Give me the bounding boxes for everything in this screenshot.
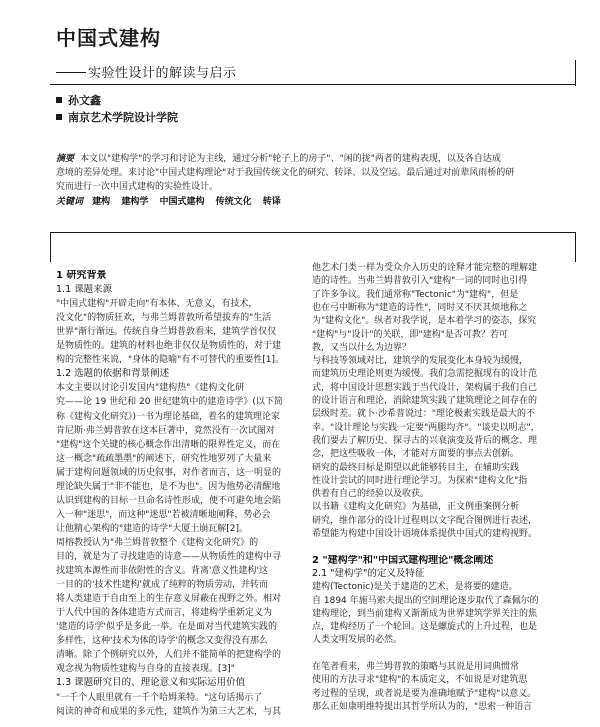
body-line: 造的诗性。当弗兰姆普敦引入"建构"一词的同时也引得 xyxy=(312,276,528,287)
body-line: 人类文明发展的必然。 xyxy=(312,635,403,646)
article-title: 中国式建构 xyxy=(56,26,161,50)
body-line: 以书籍《建构文化研究》为基础，正文例重案例分析 xyxy=(312,502,520,513)
body-line: 自 1894 年施马索夫提出的空间理论逐步取代了森佩尔的 xyxy=(312,595,539,606)
body-line: 构的完整性来说，"身体的隐喻"有不可替代的重要性[1]。 xyxy=(56,355,285,366)
abstract-label: 摘要 xyxy=(56,154,75,164)
body-line: 观念视为物质性建构与自身的直接表现。[3]" xyxy=(56,664,235,675)
article-subtitle: 实验性设计的解读与启示 xyxy=(88,66,237,81)
subsection-heading: 2.1 "建构学"的定义及特征 xyxy=(312,567,425,579)
body-line: 也在弓中断称为"建造的诗性"，同时又不厌其烦地称之 xyxy=(312,302,528,313)
body-line: 究——论 19 世纪和 20 世纪建筑中的建造诗学》(以下简 xyxy=(56,397,283,408)
body-line: 在笔者看来，弗兰姆普敦的策略与其说是用词典惯常 xyxy=(312,662,520,672)
bullet-square-icon xyxy=(56,97,62,103)
right-margin-rule xyxy=(575,232,576,262)
body-line: 我们要去了解历史、探寻古的兴衰演变及背后的概念、理 xyxy=(312,435,538,446)
body-line: 理论缺失属于"非不能也，是不为也"。因为他势必清醒地 xyxy=(56,481,281,492)
body-line: 建构(Tectonic)是关于建造的艺术，是将要的建造。 xyxy=(312,582,518,593)
body-line: 使用的方法寻求"建构"的本质定义，不如说是对建筑思 xyxy=(312,675,528,686)
keyword: 中国式建构 xyxy=(159,197,205,207)
body-line: 那么正如康明维特提出其哲学所认为的，"思索一种语言 xyxy=(312,701,533,712)
author-name-text: 孙文鑫 xyxy=(68,94,101,107)
body-line: 称《建构文化研究》)一书为理论基础，着名的建筑理论家 xyxy=(56,411,281,422)
subtitle-dash xyxy=(56,72,86,73)
body-line: 多样性，这种'技术为体的诗学'的概念又变得没有那么 xyxy=(56,636,268,647)
body-line: 性设计尝试的同时进行理论学习。为探索"建构文化"指 xyxy=(312,475,528,486)
body-line: 层级时差。就卜·沙希普说过："理论极素实践是最大的不 xyxy=(312,409,536,420)
body-line: 希望能为构建中国设计语境体系提供中国式的建构视野。 xyxy=(312,529,538,539)
body-line: 认识到建构的目标一旦命名诗性形成，便不可避免地会陷 xyxy=(56,495,282,506)
header-rule xyxy=(50,84,575,85)
body-line: 本文主要以讨论引发国内"建构热"《建构文化研 xyxy=(56,383,245,394)
abstract-line: 意境的差异处理。来讨论"中国式建构理论"对于我国传统文化的研究、转译、以及空运。最后通过对前辈风雨桥的研 xyxy=(56,168,515,178)
subsection-heading: 1.3 课题研究目的、理论意义和实际运用价值 xyxy=(56,677,246,689)
keyword: 建构学 xyxy=(121,197,149,207)
body-line: 一目的的'技术性建构'就成了纯粹的物质劳动，并转而 xyxy=(56,580,268,591)
keyword: 转译 xyxy=(262,197,281,207)
body-line: 供着有自己的经验以及收获。 xyxy=(312,489,430,500)
body-line: 为"建构文化"。纵者对我学说，是本着学习的姿态，探究 xyxy=(312,316,537,327)
subsection-heading: 1.1 课题来源 xyxy=(56,284,113,296)
right-margin-rule-top xyxy=(575,60,576,86)
body-line: 周榕教授认为"弗兰姆普敦整个《建构文化研究》的 xyxy=(56,537,259,548)
abstract-text: 本文以"建构学"的学习和讨论为主线，通过分析"轮子上的房子"、"闲的拢"两者的建构表现，以及各自达成 xyxy=(80,154,501,164)
body-line: 与科技等领域对比，建筑学的发展变化本身较为缓慢， xyxy=(312,356,529,367)
body-line: 阅读的神奇和成果的多元性，建筑作为第三大艺术，与其 xyxy=(56,706,282,717)
body-line: 这一概念"疏疏墨墨"的阐述下，研究性地罗列了大量来 xyxy=(56,453,272,464)
author-affiliation xyxy=(56,109,178,125)
keywords-line xyxy=(56,196,578,208)
body-line: 肯尼斯·弗兰姆普敦在这本巨著中，竟然没有一次试图对 xyxy=(56,425,275,436)
body-line: 他艺术门类一样为受众介入历史的诠释才能完整的理解建 xyxy=(312,263,538,273)
author-name xyxy=(56,92,101,108)
body-line: 目的，就是为了寻找建造的诗意——从物质性的建构中寻 xyxy=(56,552,282,562)
body-line: 于人代中国的各体建造方式而言，将建构学重新定义为 xyxy=(56,608,273,619)
author-affiliation-text: 南京艺术学院设计学院 xyxy=(68,111,178,124)
column-top-rule xyxy=(50,232,575,233)
body-line: "中国式建构"开辟走向"有本体、无意义，有技术， xyxy=(56,299,258,310)
body-line: 念，把这些吸收一体，才能对方面要的事点去创新。 xyxy=(312,449,520,460)
body-line: 点，建构经历了一个轮回。这是螺旋式的上升过程，也是 xyxy=(312,622,538,633)
body-line: 研究的最终目标是期望以此能够转目主，在辅助实践 xyxy=(312,462,520,473)
body-line: 式，将中国设计思想实践于当代设计，架构属于我们自己 xyxy=(312,382,538,393)
subsection-heading: 1.2 选题的依据和背景阐述 xyxy=(56,368,170,380)
body-line: "一千个人眼里就有一千个哈姆莱特。"这句话揭示了 xyxy=(56,692,263,703)
keyword: 建构 xyxy=(92,197,111,207)
keyword: 传统文化 xyxy=(215,197,252,207)
section-heading: 2 "建构学"和"中国式建构理论"概念阐述 xyxy=(312,554,494,566)
section-heading: 1 研究背景 xyxy=(56,270,107,281)
body-line: 是物质性的。建筑的材料也绝非仅仅是物质性的，对于建 xyxy=(56,341,282,352)
body-line: 没文化"的物质狂欢，与弗兰姆普敦所希望拔弃的"生活 xyxy=(56,313,272,324)
body-line: 属于建构问题领域的历史叙事，对作者而言，这一明显的 xyxy=(56,467,282,478)
bullet-square-icon xyxy=(56,114,62,120)
abstract-line: 究而进行一次中国式建构的实验性设计。 xyxy=(56,182,219,192)
body-line: "建构"这个关键的核心概念作出清晰的限界性定义，而在 xyxy=(56,439,281,450)
body-line: 考过程的呈现，或者说是要为准确地赋予"建构"以意义。 xyxy=(312,688,537,699)
body-line: 清晰。除了个例研究以外，人们并不能简单的把建构学的 xyxy=(56,650,282,661)
body-line: 建构理论，到当前建构又渐渐成为世界建筑学界关注的焦 xyxy=(312,608,538,619)
body-line: 让他精心架构的"建造的诗学"大厦土崩瓦解[2]。 xyxy=(56,523,249,534)
left-margin-rule xyxy=(50,232,51,262)
body-line: 教，又当以什么为边界？ xyxy=(312,342,412,353)
body-line: 的设计语言和理论，消除建筑实践了建筑理论之间存在的 xyxy=(312,396,538,406)
body-line: 而建筑历史理论则更为缓慢。我们急需挖掘现有的设计范 xyxy=(312,369,538,380)
body-line: 研究，维作部分的设计过程则以文字配合图例进行表述， xyxy=(312,515,538,526)
abstract-line xyxy=(56,153,578,165)
body-line: 幸。"设计理论与实践一定要"两腿均齐"。"谈史以明志"， xyxy=(312,422,540,433)
body-line: 找建筑本源性而非依附性的含义。背离'意义性建构'这 xyxy=(56,566,268,577)
body-line: 将人类建造于自由至上的生存意义屏蔽在视野之外。相对 xyxy=(56,594,282,605)
body-line: "建构"与"设计"的关联，即"建构"是否可教？若可 xyxy=(312,329,508,340)
keywords-label: 关键词 xyxy=(56,197,84,207)
body-line: 入一种"迷思"，而这种"迷思"若被清晰地阐释，势必会 xyxy=(56,509,271,520)
body-line: 了许多争议。我们通常称"Tectonic"为"建构"，但是 xyxy=(312,289,519,300)
body-line: 世界"渐行渐远。传统自身兰姆普敦看来，建筑学首仅仅 xyxy=(56,327,277,338)
body-line: '建造的诗学'似乎是多此一举。在是面对当代建筑实践的 xyxy=(56,622,277,633)
